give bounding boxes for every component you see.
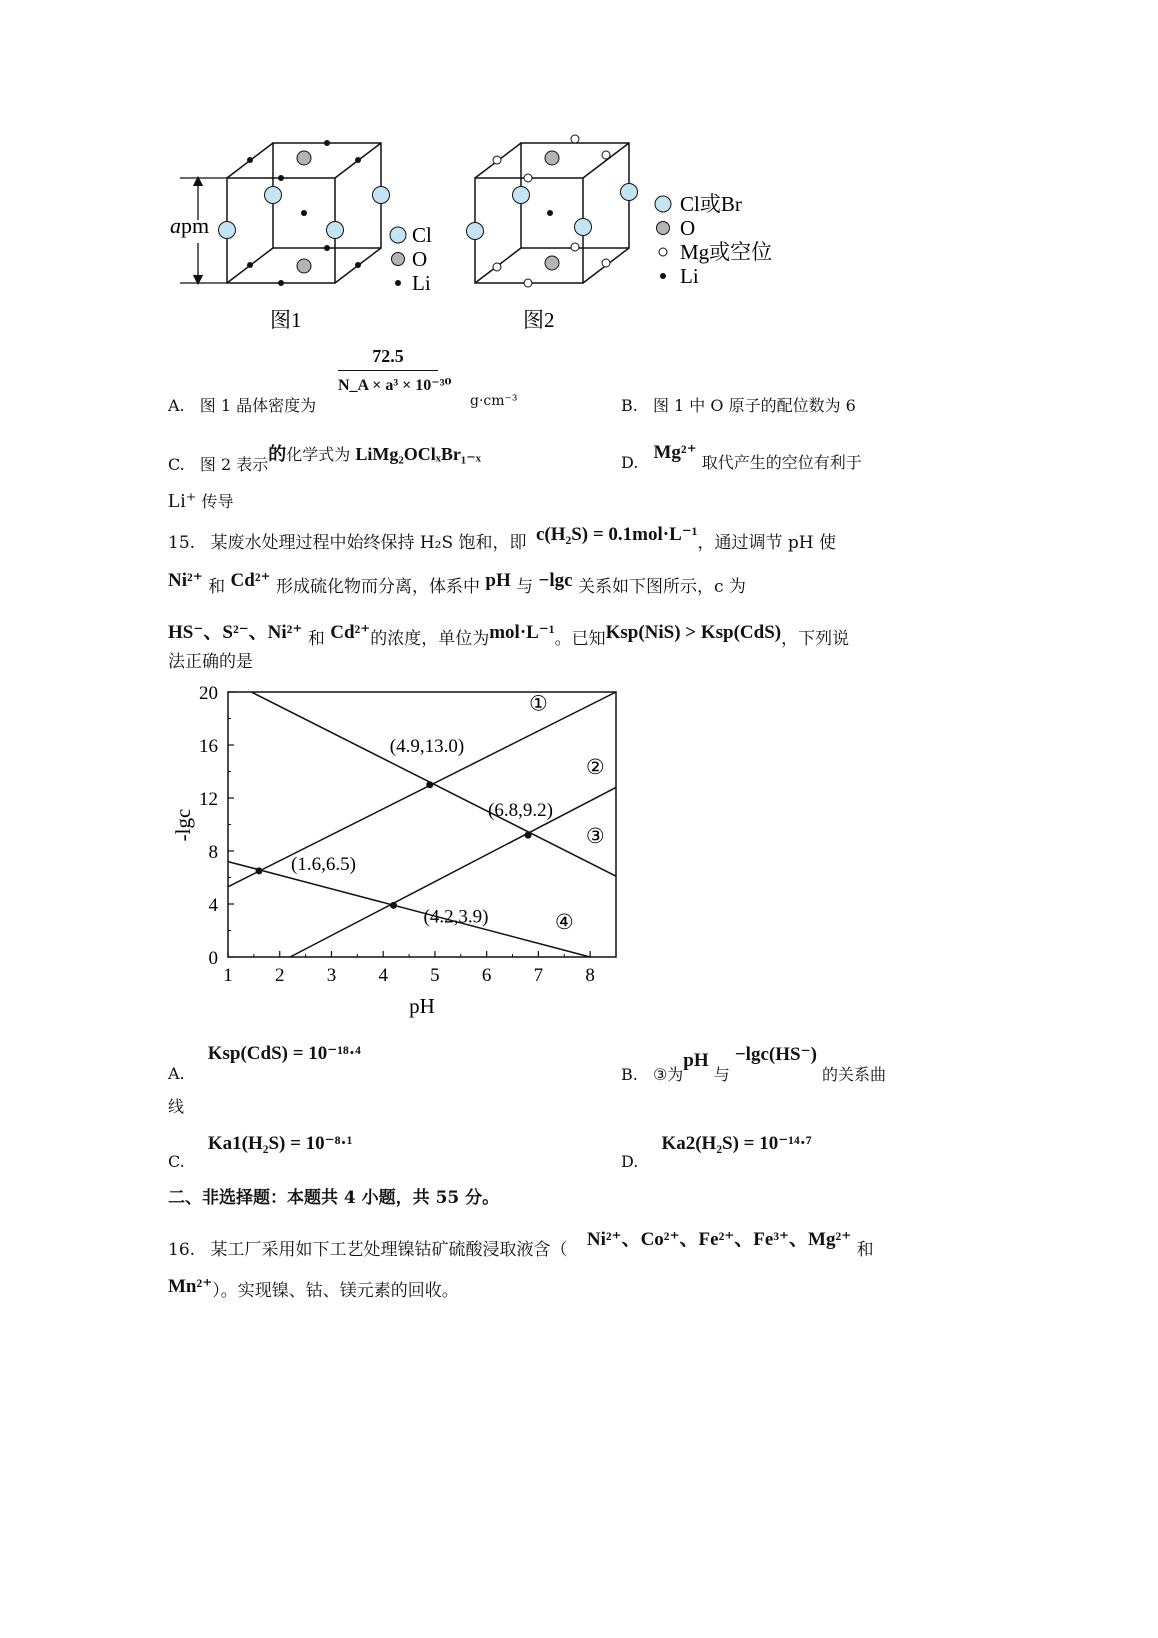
legend-mg-marker <box>659 248 667 256</box>
legend-clbr-label: Cl或Br <box>680 192 742 216</box>
curve-label: ② <box>585 755 605 780</box>
q15-line3 <box>168 617 850 649</box>
x-tick-label: 6 <box>481 965 492 986</box>
q16-line1 <box>168 1224 874 1260</box>
text: 某废水处理过程中始终保持 H₂S 饱和，即 <box>210 533 527 553</box>
fig2-li-atom <box>547 210 553 216</box>
text: 的浓度，单位为 <box>370 629 490 649</box>
q14-option-a-unit: g·cm⁻³ <box>470 393 518 409</box>
y-tick-label: 12 <box>199 789 218 810</box>
q15-line1 <box>168 520 837 553</box>
legend-o-label: O <box>412 247 428 271</box>
lgc: −lgc <box>538 570 573 591</box>
q15-option-b-cont: 线 <box>168 1097 185 1116</box>
option-label: C. <box>168 1152 185 1171</box>
legend-cl-label: Cl <box>412 223 432 247</box>
lgc-hs: −lgc(HS⁻) <box>734 1044 817 1065</box>
fraction-numerator: 72.5 <box>372 346 404 366</box>
legend-clbr-marker <box>655 196 671 212</box>
q14-option-a-fraction <box>338 346 452 395</box>
unit: mol·L⁻¹ <box>489 622 555 643</box>
legend-o2-label: O <box>680 216 696 240</box>
formula: c(H₂S) = 0.1mol·L⁻¹ <box>535 524 698 545</box>
x-tick-label: 1 <box>223 965 233 986</box>
x-tick-label: 3 <box>326 965 337 986</box>
legend-li-label: Li <box>412 271 431 295</box>
legend-o2-marker <box>657 222 670 235</box>
text: 和 <box>307 629 325 649</box>
y-tick-label: 8 <box>208 842 218 863</box>
x-axis-label: pH <box>409 994 435 1018</box>
x-tick-label: 4 <box>378 965 388 986</box>
data-point-label: (6.8,9.2) <box>488 800 553 822</box>
text: 与 <box>516 577 534 597</box>
fraction-bar <box>338 370 438 371</box>
legend-mg-label: Mg或空位 <box>680 240 773 264</box>
option-text: 图 1 中 O 原子的配位数为 6 <box>652 396 856 415</box>
ion: Cd²⁺ <box>330 622 371 643</box>
text: ，通过调节 pH 使 <box>697 533 837 553</box>
fig2-o-atoms <box>545 151 559 270</box>
section-heading: 二、非选择题：本题共 4 小题，共 55 分。 <box>168 1188 500 1208</box>
data-point-label: (1.6,6.5) <box>291 853 356 875</box>
species: HS⁻、S²⁻、Ni²⁺ <box>168 622 303 643</box>
option-label: C. <box>168 455 185 474</box>
ph: pH <box>683 1050 709 1071</box>
text: 。已知 <box>554 629 606 649</box>
fig1-caption: 图1 <box>270 308 302 332</box>
text: 和 <box>208 577 226 597</box>
q14-option-c <box>168 440 481 474</box>
q15-option-c <box>168 1132 353 1171</box>
formula: LiMg₂OClₓBr₁₋ₓ <box>355 444 481 464</box>
x-tick-label: 5 <box>430 965 440 986</box>
q15-option-a <box>168 1042 361 1083</box>
ph-lgc-chart <box>160 680 640 1025</box>
q14-option-d-cont <box>168 488 233 513</box>
legend-li2-marker <box>660 273 666 279</box>
option-text: 与 <box>713 1065 730 1084</box>
legend-li2-label: Li <box>680 264 699 288</box>
y-tick-label: 20 <box>199 683 218 704</box>
x-tick-label: 2 <box>274 965 285 986</box>
ions: Ni²⁺、Co²⁺、Fe²⁺、Fe³⁺、Mg²⁺ <box>586 1229 852 1250</box>
option-label: B. <box>621 1065 638 1084</box>
crystal-figures <box>160 125 810 340</box>
ion: Ni²⁺ <box>168 570 203 591</box>
fig2-caption: 图2 <box>523 308 555 332</box>
option-label: B. <box>621 396 638 415</box>
x-tick-label: 7 <box>533 965 544 986</box>
text: 某工厂采用如下工艺处理镍钴矿硫酸浸取液含（ <box>210 1240 568 1260</box>
fig2-legend <box>655 192 772 288</box>
ion: Mn²⁺ <box>168 1276 213 1297</box>
y-tick-label: 16 <box>199 736 218 757</box>
legend-cl-marker <box>390 227 406 243</box>
series-line <box>228 692 616 887</box>
text: 关系如下图所示，c 为 <box>578 577 746 597</box>
option-text: 的关系曲 <box>822 1065 887 1084</box>
option-label: D. <box>621 453 639 472</box>
fig1-legend <box>390 223 432 295</box>
curve-label: ① <box>528 691 548 716</box>
text: ）。实现镍、钴、镁元素的回收。 <box>212 1281 459 1301</box>
y-tick-label: 4 <box>208 895 218 916</box>
q16-line2 <box>168 1272 459 1301</box>
option-label: D. <box>621 1152 639 1171</box>
option-text: 取代产生的空位有利于 <box>701 453 862 472</box>
axis-ticks <box>199 683 595 986</box>
q14-option-d <box>621 440 862 472</box>
formula: Ka1(H₂S) = 10⁻⁸·¹ <box>207 1133 353 1154</box>
ion: Cd²⁺ <box>230 570 271 591</box>
question-number: 16. <box>168 1240 196 1260</box>
option-text: 图 2 表示 <box>199 455 269 474</box>
text: 和 <box>856 1240 874 1260</box>
text: 形成硫化物而分离，体系中 <box>275 577 480 597</box>
ion: Li⁺ <box>168 490 197 512</box>
option-label: A. <box>168 396 185 415</box>
data-point <box>525 832 532 839</box>
option-text-mid: 化学式为 <box>286 445 351 464</box>
q15-line2 <box>168 566 746 597</box>
curve-label: ④ <box>554 910 574 935</box>
option-text: 传导 <box>201 492 234 511</box>
formula: Ksp(CdS) = 10⁻¹⁸·⁴ <box>207 1043 361 1064</box>
q15-option-b <box>621 1042 887 1084</box>
legend-li-marker <box>395 280 401 286</box>
option-text-de: 的 <box>268 444 287 465</box>
q14-option-b <box>621 393 856 416</box>
y-tick-label: 0 <box>208 948 218 969</box>
option-text: 图 1 晶体密度为 <box>199 396 317 415</box>
data-point <box>256 867 263 874</box>
x-tick-label: 8 <box>585 965 595 986</box>
ion: Mg²⁺ <box>653 442 697 463</box>
marked-points <box>256 736 553 928</box>
data-point <box>426 781 433 788</box>
ph: pH <box>485 570 511 591</box>
option-text: ③为 <box>652 1065 684 1084</box>
text: ，下列说 <box>781 629 850 649</box>
q15-option-d <box>621 1132 812 1171</box>
data-point-label: (4.2,3.9) <box>423 906 489 928</box>
formula: Ka2(H₂S) = 10⁻¹⁴·⁷ <box>661 1133 812 1154</box>
data-point <box>390 902 397 909</box>
data-point-label: (4.9,13.0) <box>389 735 465 757</box>
series-line <box>228 862 590 957</box>
q14-option-a <box>168 393 316 416</box>
y-axis-label: -lgc <box>171 808 195 842</box>
fraction-denominator: N_A × a³ × 10⁻³⁰ <box>338 377 452 394</box>
option-label: A. <box>168 1064 185 1083</box>
legend-o-marker <box>392 253 405 266</box>
question-number: 15. <box>168 533 196 553</box>
q15-line4: 法正确的是 <box>168 652 253 672</box>
curve-label: ③ <box>585 824 605 849</box>
ksp-relation: Ksp(NiS) > Ksp(CdS) <box>605 622 782 643</box>
dimension-label: apm <box>170 213 210 238</box>
